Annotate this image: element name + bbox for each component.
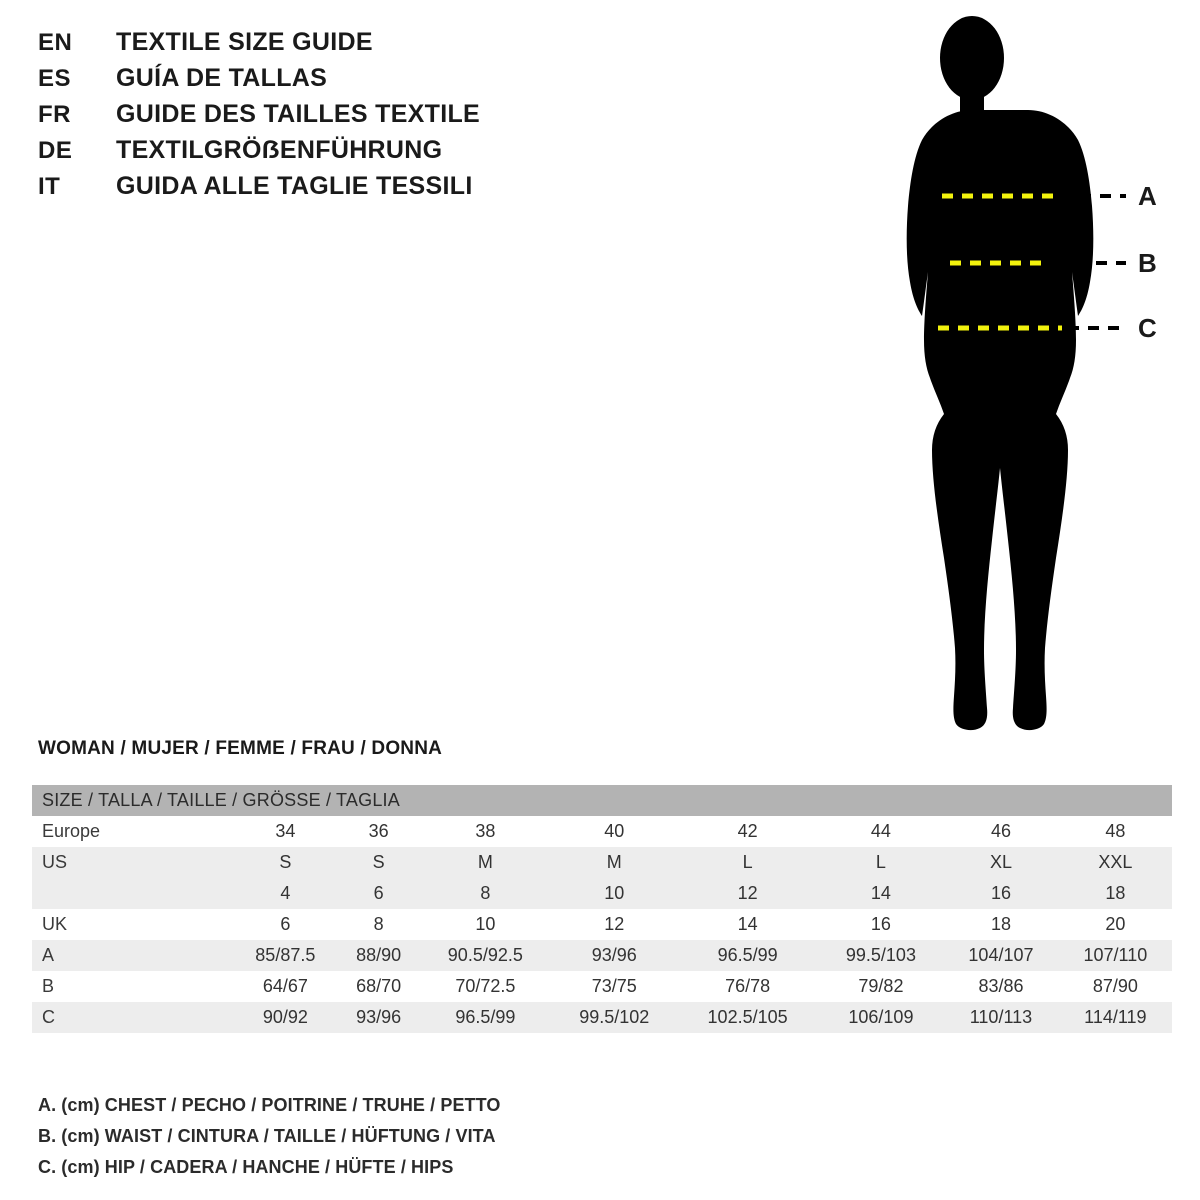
cell: 4 [232,878,339,909]
cell: L [676,847,818,878]
cell: 16 [819,909,943,940]
cell: 12 [552,909,676,940]
title-lang-es: ES [38,65,72,92]
title-row-de [38,136,598,172]
cell: 104/107 [943,940,1059,971]
title-lang-en: EN [38,29,73,56]
female-body-figure [860,10,1190,750]
measure-label-c: C [1138,313,1157,343]
footnotes [38,1090,738,1183]
table-row [32,940,1172,971]
cell: XXL [1059,847,1172,878]
row-label: US [32,847,232,878]
table-row [32,816,1172,847]
cell: 93/96 [552,940,676,971]
cell: 64/67 [232,971,339,1002]
row-label: UK [32,909,232,940]
cell: 110/113 [943,1002,1059,1033]
cell: 99.5/102 [552,1002,676,1033]
cell: 83/86 [943,971,1059,1002]
title-text-fr: GUIDE DES TAILLES TEXTILE [116,100,481,128]
cell: 8 [339,909,419,940]
cell: S [232,847,339,878]
cell: 107/110 [1059,940,1172,971]
title-row-en [38,28,598,64]
row-label: C [32,1002,232,1033]
cell: 6 [339,878,419,909]
cell: XL [943,847,1059,878]
cell: 87/90 [1059,971,1172,1002]
cell: 85/87.5 [232,940,339,971]
cell: 20 [1059,909,1172,940]
cell: 16 [943,878,1059,909]
cell: 70/72.5 [419,971,552,1002]
cell: L [819,847,943,878]
title-lang-de: DE [38,137,73,164]
title-text-de: TEXTILGRÖẞENFÜHRUNG [116,136,443,164]
title-lang-it: IT [38,173,61,200]
size-table-head [32,785,1172,816]
cell: 96.5/99 [419,1002,552,1033]
cell: 8 [419,878,552,909]
footnote-c: C. (cm) HIP / CADERA / HANCHE / HÜFTE / HIPS [38,1157,454,1177]
cell: 42 [676,816,818,847]
cell: 90.5/92.5 [419,940,552,971]
cell: S [339,847,419,878]
cell: 10 [419,909,552,940]
size-table-header-label: SIZE / TALLA / TAILLE / GRÖSSE / TAGLIA [32,785,1172,816]
title-row-fr [38,100,598,136]
cell: 18 [943,909,1059,940]
cell: M [419,847,552,878]
cell: 14 [819,878,943,909]
table-row [32,878,1172,909]
cell: 76/78 [676,971,818,1002]
title-lang-fr: FR [38,101,71,128]
cell: 38 [419,816,552,847]
size-table-body [32,816,1172,1033]
title-row-it [38,172,598,208]
measure-label-a: A [1138,181,1157,211]
cell: 88/90 [339,940,419,971]
measure-label-b: B [1138,248,1157,278]
table-row [32,1002,1172,1033]
table-row [32,909,1172,940]
cell: 68/70 [339,971,419,1002]
cell: 102.5/105 [676,1002,818,1033]
cell: 106/109 [819,1002,943,1033]
cell: 73/75 [552,971,676,1002]
cell: 14 [676,909,818,940]
cell: 93/96 [339,1002,419,1033]
table-header-row [32,785,1172,816]
cell: 96.5/99 [676,940,818,971]
section-label-woman: WOMAN / MUJER / FEMME / FRAU / DONNA [38,738,443,759]
cell: 48 [1059,816,1172,847]
cell: M [552,847,676,878]
body-silhouette-icon [907,16,1094,730]
cell: 44 [819,816,943,847]
cell: 6 [232,909,339,940]
cell: 46 [943,816,1059,847]
cell: 12 [676,878,818,909]
footnote-a: A. (cm) CHEST / PECHO / POITRINE / TRUHE / PETTO [38,1095,501,1115]
title-text-it: GUIDA ALLE TAGLIE TESSILI [116,172,473,200]
title-block [38,28,598,208]
row-label: B [32,971,232,1002]
title-text-en: TEXTILE SIZE GUIDE [116,28,373,56]
row-label: Europe [32,816,232,847]
cell: 114/119 [1059,1002,1172,1033]
cell: 79/82 [819,971,943,1002]
table-row [32,971,1172,1002]
row-label [32,878,232,909]
size-table [32,785,1172,1033]
cell: 99.5/103 [819,940,943,971]
table-row [32,847,1172,878]
footnote-b: B. (cm) WAIST / CINTURA / TAILLE / HÜFTUNG / VITA [38,1126,496,1146]
cell: 40 [552,816,676,847]
cell: 36 [339,816,419,847]
cell: 90/92 [232,1002,339,1033]
title-row-es [38,64,598,100]
cell: 34 [232,816,339,847]
cell: 10 [552,878,676,909]
cell: 18 [1059,878,1172,909]
row-label: A [32,940,232,971]
title-text-es: GUÍA DE TALLAS [116,64,328,92]
